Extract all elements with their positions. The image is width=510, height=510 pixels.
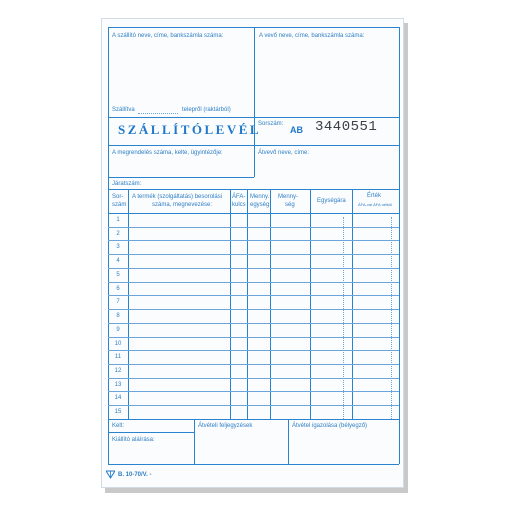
col-price-label: Egységára [317, 198, 346, 204]
vehicle-row-top [108, 177, 254, 178]
table-row-line [108, 323, 399, 324]
col-unit-label-2: egység [250, 202, 270, 208]
table-row-number: 13 [114, 381, 122, 388]
footer-divider-2 [288, 419, 289, 464]
form-title: SZÁLLÍTÓLEVÉL [118, 122, 262, 137]
col-value-sublabel: ÁFA-val ÁFA nélkül [358, 202, 393, 207]
shipped-suffix: telepről (raktárból) [182, 107, 231, 113]
table-row-line [108, 337, 399, 338]
frame-right [399, 27, 400, 464]
table-header-bottom [108, 213, 399, 214]
frame-left [108, 27, 109, 464]
table-row-line [108, 350, 399, 351]
buyer-label: A vevő neve, címe, bankszámla száma: [259, 33, 365, 39]
col-product-label-2: száma, megnevezése: [152, 202, 213, 208]
table-row-number: 12 [114, 368, 122, 375]
footer-date-label: Kelt: [112, 423, 125, 429]
footer-divider-1 [194, 419, 195, 464]
order-label: A megrendelés száma, kelte, ügyintézője: [112, 150, 223, 156]
table-row-line [108, 240, 399, 241]
table-row-line [108, 391, 399, 392]
title-divider [254, 117, 255, 145]
shipped-prefix: Szállítva [112, 107, 135, 113]
table-row-number: 5 [116, 271, 120, 278]
supplier-label: A szállító neve, címe, bankszámla száma: [112, 33, 224, 39]
delivery-note-form [101, 18, 404, 488]
receiver-label: Átvevő neve, címe: [258, 150, 310, 156]
table-row-number: 11 [114, 354, 122, 361]
table-row-line [108, 309, 399, 310]
table-row-number: 15 [114, 409, 122, 416]
col-product-label-1: A termék (szolgáltatás) besorolási [132, 194, 223, 200]
col-vat-label-2: kulcs [232, 202, 246, 208]
order-divider [254, 145, 255, 177]
table-row-line [108, 364, 399, 365]
serial-label: Sorszám: [258, 121, 284, 127]
footer-issuer-label: Kiállító aláírása: [112, 437, 155, 443]
form-code: B. 10-70/V. - [118, 472, 152, 478]
table-row-line [108, 378, 399, 379]
col-vat-label-1: ÁFA- [232, 194, 246, 200]
table-row-number: 7 [116, 299, 120, 306]
col-line-row [128, 189, 129, 419]
header-divider [254, 27, 255, 117]
table-row-line [108, 282, 399, 283]
table-row-line [108, 254, 399, 255]
col-qty-label-1: Menny- [278, 194, 299, 200]
col-value-label: Érték [367, 193, 382, 199]
col-line-vat [247, 189, 248, 419]
footer-top [108, 419, 399, 420]
footer-receipt-label: Átvétel igazolása (bélyegző) [292, 423, 368, 429]
table-row-line [108, 405, 399, 406]
col-line-product [230, 189, 231, 419]
footer-notes-label: Átvételi feljegyzések [198, 423, 253, 429]
col-row-label-2: szám [112, 202, 127, 208]
table-row-line [108, 268, 399, 269]
table-row-number: 1 [116, 217, 120, 223]
serial-prefix: AB [290, 125, 303, 135]
col-row-label-1: Sor- [112, 194, 124, 200]
table-top [108, 189, 399, 190]
footer-date-line [108, 432, 194, 433]
col-line-qty [310, 189, 311, 419]
table-row-number: 6 [116, 285, 120, 292]
frame-bottom [108, 464, 399, 465]
col-unit-label-1: Menny. [250, 194, 270, 200]
col-line-price [352, 189, 353, 419]
vehicle-label: Járatszám: [112, 181, 142, 187]
table-row-number: 8 [116, 313, 120, 320]
table-row-number: 14 [114, 395, 122, 402]
serial-number: 3440551 [315, 119, 378, 135]
col-line-price-cents [343, 217, 344, 419]
col-line-unit [270, 189, 271, 419]
col-qty-label-2: ség [285, 202, 295, 208]
shipped-dotted-line [138, 113, 178, 114]
table-row-number: 2 [116, 230, 120, 237]
table-row-number: 10 [114, 340, 122, 347]
publisher-logo-icon [106, 470, 115, 479]
table-row-number: 9 [116, 326, 120, 333]
table-row-line [108, 295, 399, 296]
table-row-number: 4 [116, 258, 120, 265]
table-row-line [108, 227, 399, 228]
col-line-value-cents [391, 217, 392, 419]
table-row-number: 3 [116, 244, 120, 251]
